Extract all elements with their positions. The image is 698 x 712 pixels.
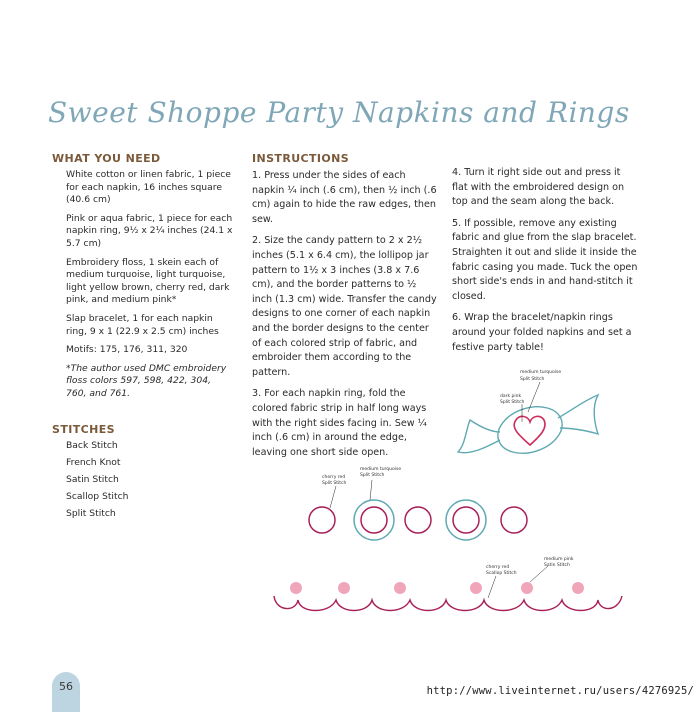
instructions-heading: INSTRUCTIONS <box>252 152 350 165</box>
stitch-item: French Knot <box>66 456 121 468</box>
label-scallop-red-stitch: Scallop Stitch <box>486 571 517 576</box>
label-rings-turquoise-color: medium turquoise <box>360 467 402 472</box>
stitch-item: Scallop Stitch <box>66 490 129 502</box>
instruction-step: 6. Wrap the bracelet/napkin rings around your folded napkins and set a festive party table! <box>452 312 632 353</box>
page-number-tab <box>52 672 80 712</box>
label-scallop-pink-color: medium pink <box>544 557 574 562</box>
floss-note: *The author used DMC embroidery floss colors 597, 598, 422, 304, 760, and 761. <box>66 362 227 399</box>
rings-border-pattern <box>309 480 527 540</box>
label-rings-red-stitch: Split Stitch <box>322 481 347 486</box>
label-scallop-pink-stitch: Satin Stitch <box>544 563 570 568</box>
candy-wrapper-right <box>558 395 598 434</box>
label-candy-turquoise-stitch: Split Stitch <box>520 377 545 382</box>
label-candy-pink-color: dark pink <box>500 394 522 399</box>
instruction-step: 4. Turn it right side out and press it flat with the embroidered design on top and the seam along the back. <box>452 167 625 208</box>
candy-pattern <box>458 382 598 461</box>
instruction-step: 1. Press under the sides of each napkin ¼ inch (.6 cm), then ½ inch (.6 cm) again to hide the raw edges, then sew. <box>252 170 437 225</box>
stitch-item: Satin Stitch <box>66 473 119 485</box>
label-rings-turquoise-stitch: Split Stitch <box>360 473 385 478</box>
label-scallop-red-color: cherry red <box>486 565 510 570</box>
instruction-step: 2. Size the candy pattern to 2 x 2½ inches (5.1 x 6.4 cm), the lollipop jar pattern to 1½ x 3 inches (3.8 x 7.6 cm), and the border patterns to ½ inch (1.3 cm) wide. Transfer the candy designs to one corner of each napkin and the border designs to the center of each colored strip of fabric, and embroider them according to the pattern. <box>252 235 437 378</box>
heart-icon <box>514 416 545 445</box>
material-item: Slap bracelet, 1 for each napkin ring, 9 x 1 (22.9 x 2.5 cm) inches <box>66 312 219 337</box>
page-number: 56 <box>59 680 73 693</box>
candy-body <box>492 399 568 461</box>
candy-wrapper-left <box>458 420 500 453</box>
material-item: White cotton or linen fabric, 1 piece for each napkin, 16 inches square (40.6 cm) <box>66 169 231 206</box>
what-you-need-heading: WHAT YOU NEED <box>52 152 161 165</box>
material-item: Pink or aqua fabric, 1 piece for each napkin ring, 9½ x 2¼ inches (24.1 x 5.7 cm) <box>66 212 233 249</box>
source-url: http://www.liveinternet.ru/users/4276925/ <box>426 685 694 697</box>
label-rings-red-color: cherry red <box>322 475 346 480</box>
label-candy-turquoise-color: medium turquoise <box>520 370 562 375</box>
material-item: Motifs: 175, 176, 311, 320 <box>66 344 188 356</box>
instruction-step: 3. For each napkin ring, fold the colored fabric strip in half long ways with the right sides facing in. Sew ¼ inch (.6 cm) in around the edge, leaving one short side open. <box>252 388 427 458</box>
instruction-step: 5. If possible, remove any existing fabric and glue from the slap bracelet. Straighten it out and slide it inside the fabric casing you made. Tuck the open short side's ends in and hand-stitch it closed. <box>452 217 638 302</box>
material-item: Embroidery floss, 1 skein each of medium turquoise, light turquoise, light yellow brown, cherry red, dark pink, and medium pink* <box>66 256 230 306</box>
stitches-heading: STITCHES <box>52 422 115 436</box>
stitch-item: Back Stitch <box>66 439 118 451</box>
scallop-border-pattern <box>274 566 622 611</box>
page-title: Sweet Shoppe Party Napkins and Rings <box>48 96 630 129</box>
label-candy-pink-stitch: Split Stitch <box>500 400 525 405</box>
stitch-item: Split Stitch <box>66 507 116 519</box>
